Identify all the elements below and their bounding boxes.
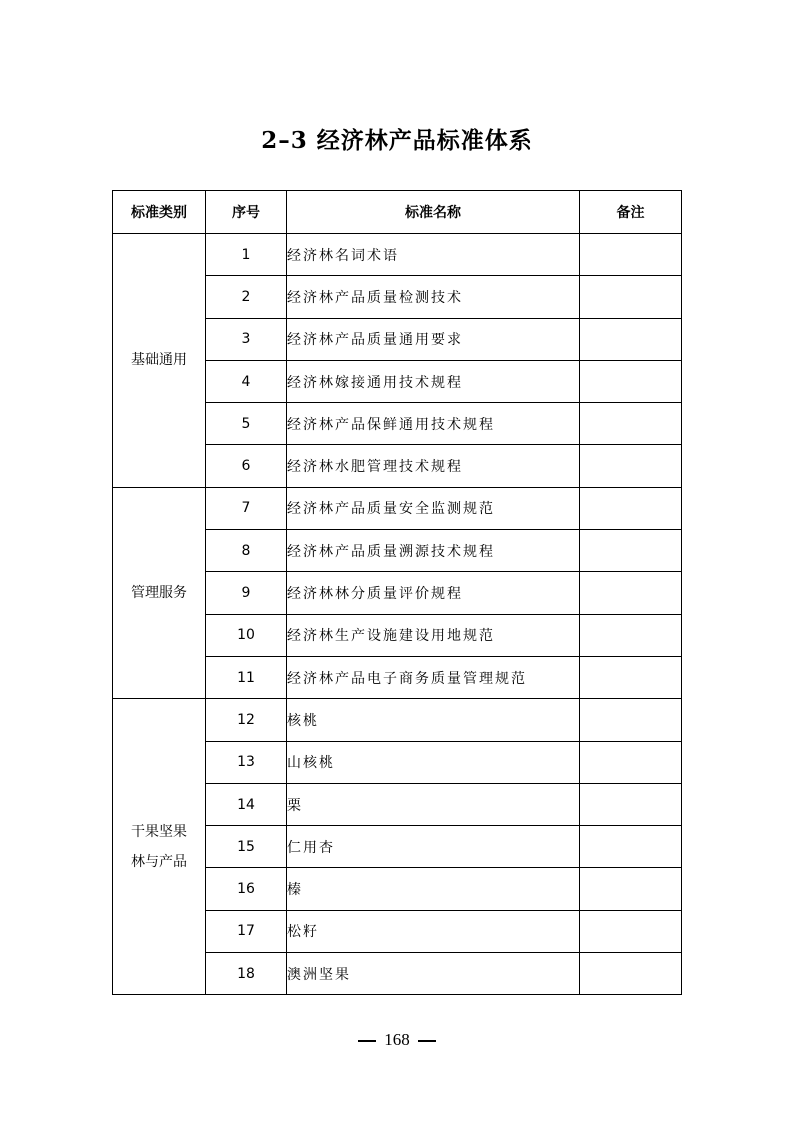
- number-cell: 10: [206, 614, 287, 656]
- note-cell: [580, 487, 682, 529]
- standards-table: [112, 190, 682, 995]
- number-cell: 5: [206, 403, 287, 445]
- name-cell: 经济林嫁接通用技术规程: [287, 360, 580, 402]
- note-cell: [580, 572, 682, 614]
- note-cell: [580, 741, 682, 783]
- page-title: 2–3 经济林产品标准体系: [261, 127, 533, 154]
- name-cell: 松籽: [287, 910, 580, 952]
- number-cell: 7: [206, 487, 287, 529]
- note-cell: [580, 699, 682, 741]
- note-cell: [580, 276, 682, 318]
- name-cell: 经济林产品质量检测技术: [287, 276, 580, 318]
- name-cell: 经济林林分质量评价规程: [287, 572, 580, 614]
- number-cell: 1: [206, 234, 287, 276]
- header-name: 标准名称: [287, 191, 580, 234]
- number-cell: 16: [206, 868, 287, 910]
- name-cell: 山核桃: [287, 741, 580, 783]
- page-number-text: 168: [384, 1030, 410, 1049]
- note-cell: [580, 445, 682, 487]
- number-cell: 18: [206, 953, 287, 995]
- number-cell: 9: [206, 572, 287, 614]
- note-cell: [580, 826, 682, 868]
- number-cell: 17: [206, 910, 287, 952]
- header-number: 序号: [206, 191, 287, 234]
- name-cell: 核桃: [287, 699, 580, 741]
- number-cell: 4: [206, 360, 287, 402]
- name-cell: 经济林产品质量安全监测规范: [287, 487, 580, 529]
- note-cell: [580, 656, 682, 698]
- number-cell: 15: [206, 826, 287, 868]
- note-cell: [580, 403, 682, 445]
- name-cell: 经济林产品质量溯源技术规程: [287, 530, 580, 572]
- note-cell: [580, 953, 682, 995]
- table-row: [113, 234, 682, 276]
- note-cell: [580, 360, 682, 402]
- name-cell: 经济林名词术语: [287, 234, 580, 276]
- name-cell: 澳洲坚果: [287, 953, 580, 995]
- note-cell: [580, 234, 682, 276]
- note-cell: [580, 614, 682, 656]
- note-cell: [580, 783, 682, 825]
- left-dash: [358, 1040, 376, 1042]
- table-header-row: [113, 191, 682, 234]
- table-row: [113, 487, 682, 529]
- table-row: [113, 699, 682, 741]
- header-note: 备注: [580, 191, 682, 234]
- right-dash: [418, 1040, 436, 1042]
- category-cell: 基础通用: [113, 234, 206, 488]
- name-cell: 仁用杏: [287, 826, 580, 868]
- name-cell: 经济林生产设施建设用地规范: [287, 614, 580, 656]
- number-cell: 14: [206, 783, 287, 825]
- number-cell: 8: [206, 530, 287, 572]
- category-cell: 干果坚果林与产品: [113, 699, 206, 995]
- category-cell: 管理服务: [113, 487, 206, 698]
- note-cell: [580, 530, 682, 572]
- number-cell: 2: [206, 276, 287, 318]
- header-category: 标准类别: [113, 191, 206, 234]
- name-cell: 经济林产品质量通用要求: [287, 318, 580, 360]
- page-number: [0, 1030, 794, 1050]
- number-cell: 3: [206, 318, 287, 360]
- note-cell: [580, 318, 682, 360]
- name-cell: 榛: [287, 868, 580, 910]
- number-cell: 13: [206, 741, 287, 783]
- name-cell: 经济林产品电子商务质量管理规范: [287, 656, 580, 698]
- note-cell: [580, 910, 682, 952]
- number-cell: 11: [206, 656, 287, 698]
- note-cell: [580, 868, 682, 910]
- name-cell: 经济林产品保鲜通用技术规程: [287, 403, 580, 445]
- number-cell: 12: [206, 699, 287, 741]
- number-cell: 6: [206, 445, 287, 487]
- name-cell: 经济林水肥管理技术规程: [287, 445, 580, 487]
- name-cell: 栗: [287, 783, 580, 825]
